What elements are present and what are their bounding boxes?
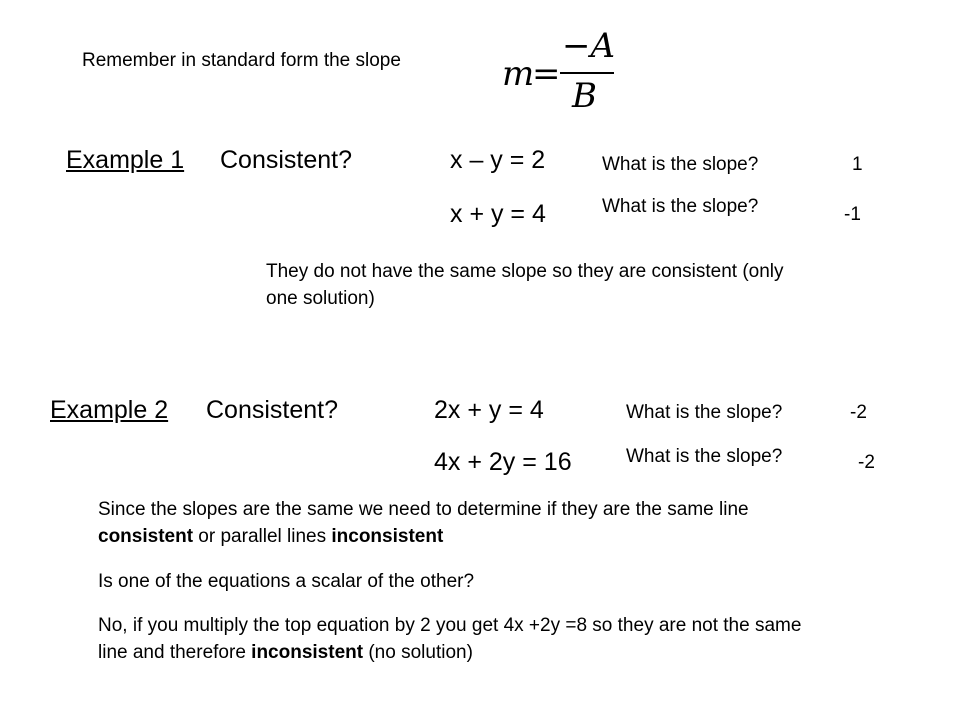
- formula-numerator-var: A: [590, 26, 616, 66]
- example1-question: Consistent?: [220, 146, 353, 174]
- formula-lhs: m: [502, 54, 535, 94]
- example2-p1-text-c: or parallel lines: [193, 526, 332, 547]
- example2-p1-text-a: Since the slopes are the same we need to determine if they are the same line: [98, 499, 749, 520]
- example2-p3-text-a: No, if you multiply the top equation by 2 you get 4x +2y =8 so they are not the same line and therefore: [98, 615, 802, 663]
- example2-paragraph-2: Is one of the equations a scalar of the other?: [98, 571, 475, 592]
- example1-eq1: x – y = 2: [450, 146, 546, 174]
- example2-p3-text-c: (no solution): [363, 642, 473, 663]
- example1-slope-answer-2: -1: [844, 204, 861, 225]
- example2-p3-inconsistent: inconsistent: [251, 642, 364, 663]
- example2-slope-answer-1: -2: [850, 402, 867, 423]
- example1-conclusion: They do not have the same slope so they are consistent (only one solution): [266, 261, 784, 309]
- example2-paragraph-3: [98, 612, 828, 666]
- example1-slope-question-1: What is the slope?: [602, 154, 759, 175]
- example1-slope-question-2: What is the slope?: [602, 196, 759, 217]
- example2-slope-question-2: What is the slope?: [626, 446, 783, 467]
- example2-p1-inconsistent: inconsistent: [331, 526, 444, 547]
- example2-p1-consistent: consistent: [98, 526, 194, 547]
- formula-equals: =: [532, 54, 561, 94]
- example2-slope-question-1: What is the slope?: [626, 402, 783, 423]
- formula-numerator: [562, 26, 615, 66]
- formula-numerator-sign: −: [562, 26, 591, 66]
- example1-eq2: x + y = 4: [450, 200, 546, 228]
- example2-slope-answer-2: -2: [858, 452, 875, 473]
- slope-formula: [502, 26, 617, 116]
- intro-text: Remember in standard form the slope: [82, 50, 401, 71]
- example2-eq1: 2x + y = 4: [434, 396, 544, 424]
- example2-question: Consistent?: [206, 396, 339, 424]
- example2-eq2: 4x + 2y = 16: [434, 448, 572, 476]
- example1-label: Example 1: [66, 146, 185, 174]
- formula-fraction-bar: [560, 72, 614, 74]
- example1-slope-answer-1: 1: [852, 154, 863, 175]
- example2-label: Example 2: [50, 396, 169, 424]
- formula-denominator: B: [572, 76, 597, 116]
- example2-paragraph-1: [98, 496, 828, 550]
